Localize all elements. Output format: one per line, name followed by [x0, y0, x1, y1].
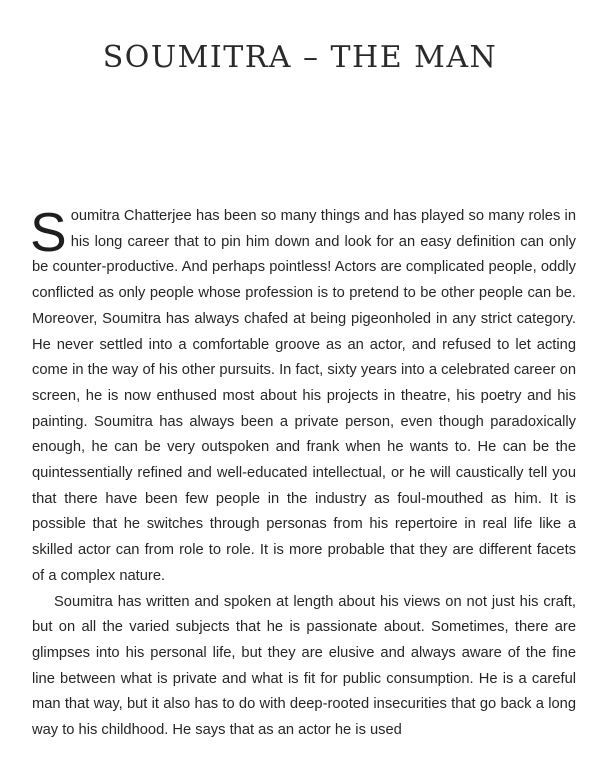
paragraph-1: [30, 201, 576, 590]
paragraph-2: Soumitra has written and spoken at length about his views on not just his craft, but on all the varied subjects that he is passionate about. Sometimes, there are glimpses into his personal life, but they are elusive and always aware of the fine line between what is private and what is fit for public consumption. He is a careful man that way, but it also has to do with deep-rooted insecurities that go back a long way to his childhood. He says that as an actor he is used: [32, 593, 576, 739]
paragraph-1-text: oumitra Chatterjee has been so many things and has played so many roles in his long career that to pin him down and look for an easy definition can only be counter-productive. And perhaps pointless! Actors are complicated people, oddly conflicted as only people whose profession is to pretend to be other people can be. Moreover, Soumitra has always chafed at being pigeonholed in any strict category. He never settled into a comfortable groove as an actor, and refused to let acting come in the way of his other pursuits. In fact, sixty years into a celebrated career on screen, he is now enthused most about his projects in theatre, his poetry and his painting. Soumitra has always been a private person, even though paradoxically enough, he can be very outspoken and frank when he wants to. He can be the quintessentially refined and well-educated intellectual, or he will caustically tell you that there have been few people in the industry as foul-mouthed as him. It is possible that he switches through personas from his repertoire in real life like a skilled actor can from role to role. It is more probable that they are different facets of a complex nature.: [32, 208, 576, 584]
drop-cap: S: [30, 201, 67, 263]
chapter-body: [30, 201, 576, 744]
chapter-title: SOUMITRA – THE MAN: [102, 40, 498, 75]
